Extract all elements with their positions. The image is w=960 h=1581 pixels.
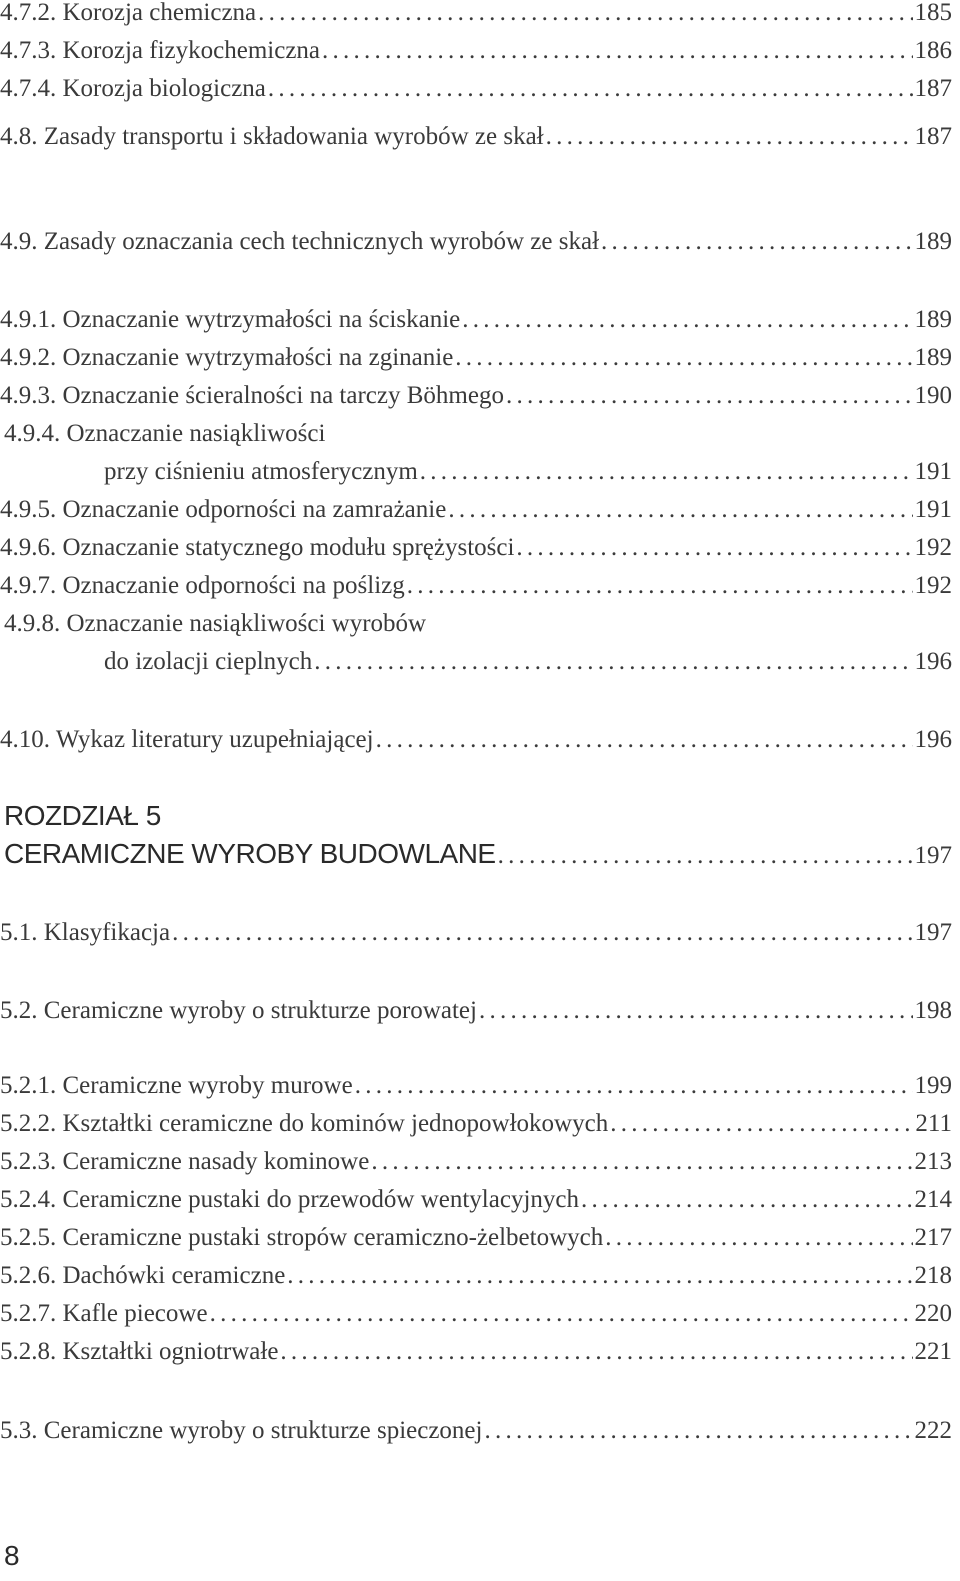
entry-title: Zasady oznaczania cech technicznych wyrobów ze skał xyxy=(43,228,600,255)
entry-title: Korozja biologiczna xyxy=(62,75,266,102)
entry-page: 199 xyxy=(914,1072,952,1099)
leader-dots xyxy=(258,0,912,28)
page-number: 8 xyxy=(4,1540,20,1571)
toc-entry[interactable] xyxy=(0,305,952,335)
entry-number: 4.9.7. xyxy=(0,572,57,599)
entry-number: 4.9.2. xyxy=(0,344,57,371)
leader-dots xyxy=(498,842,913,870)
leader-dots xyxy=(371,1147,912,1177)
entry-page: 211 xyxy=(915,1110,952,1137)
leader-dots xyxy=(479,996,913,1026)
leader-dots xyxy=(601,227,912,257)
leader-dots xyxy=(407,571,913,601)
entry-page: 185 xyxy=(914,0,952,26)
toc-entry[interactable] xyxy=(0,74,952,104)
leader-dots xyxy=(605,1223,912,1253)
entry-number: 5.2.4. xyxy=(0,1186,57,1213)
entry-page: 221 xyxy=(914,1338,952,1365)
leader-dots xyxy=(287,1261,912,1291)
entry-number: 4.9.6. xyxy=(0,534,57,561)
entry-title: Oznaczanie nasiąkliwości wyrobów xyxy=(66,610,427,637)
toc-entry[interactable] xyxy=(0,0,952,28)
entry-page: 189 xyxy=(914,228,952,255)
leader-dots xyxy=(322,36,912,66)
toc-entry[interactable] xyxy=(0,1109,952,1139)
entry-title: Ceramiczne nasady kominowe xyxy=(62,1148,370,1175)
toc-entry[interactable] xyxy=(104,457,952,487)
entry-page: 213 xyxy=(914,1148,952,1175)
entry-page: 192 xyxy=(914,572,952,599)
entry-number: 4.8. xyxy=(0,123,38,150)
entry-title: Wykaz literatury uzupełniającej xyxy=(55,726,374,753)
entry-title: Kształtki ceramiczne do kominów jednopowłokowych xyxy=(62,1110,609,1137)
entry-title: Oznaczanie odporności na zamrażanie xyxy=(62,496,447,523)
toc-entry[interactable] xyxy=(0,495,952,525)
leader-dots xyxy=(462,305,912,335)
leader-dots xyxy=(546,122,913,152)
entry-title: Ceramiczne wyroby o strukturze porowatej xyxy=(43,997,477,1024)
leader-dots xyxy=(268,74,913,104)
leader-dots xyxy=(314,647,912,677)
entry-page: 189 xyxy=(914,306,952,333)
entry-page: 191 xyxy=(914,458,952,485)
entry-number: 5.2.7. xyxy=(0,1300,57,1327)
entry-title: Korozja fizykochemiczna xyxy=(62,37,321,64)
toc-entry[interactable] xyxy=(0,1299,952,1329)
entry-title: Kształtki ogniotrwałe xyxy=(62,1338,279,1365)
toc-entry[interactable] xyxy=(0,343,952,373)
entry-page: 186 xyxy=(914,37,952,64)
toc-entry[interactable] xyxy=(0,918,952,948)
entry-number: 4.7.2. xyxy=(0,0,57,26)
toc-entry[interactable] xyxy=(0,1416,952,1446)
entry-page: 222 xyxy=(914,1417,952,1444)
entry-page: 192 xyxy=(914,534,952,561)
entry-title-continuation: do izolacji cieplnych xyxy=(104,648,313,675)
toc-entry-first-line[interactable] xyxy=(4,419,325,449)
entry-title: Oznaczanie statycznego modułu sprężystości xyxy=(62,534,515,561)
entry-page: 197 xyxy=(914,919,952,946)
chapter-title: CERAMICZNE WYROBY BUDOWLANE xyxy=(4,838,496,869)
leader-dots xyxy=(448,495,912,525)
entry-number: 5.2.5. xyxy=(0,1224,57,1251)
toc-entry[interactable] xyxy=(0,381,952,411)
chapter-page: 197 xyxy=(914,842,952,869)
entry-title: Oznaczanie wytrzymałości na zginanie xyxy=(62,344,454,371)
toc-entry[interactable] xyxy=(0,1337,952,1367)
entry-number: 5.3. xyxy=(0,1417,38,1444)
leader-dots xyxy=(172,918,912,948)
entry-page: 196 xyxy=(914,726,952,753)
leader-dots xyxy=(610,1109,913,1139)
entry-title: Dachówki ceramiczne xyxy=(62,1262,286,1289)
entry-page: 187 xyxy=(914,123,952,150)
entry-title: Ceramiczne pustaki stropów ceramiczno-żelbetowych xyxy=(62,1224,604,1251)
entry-page: 198 xyxy=(914,997,952,1024)
entry-page: 218 xyxy=(914,1262,952,1289)
entry-number: 5.1. xyxy=(0,919,38,946)
entry-title: Oznaczanie nasiąkliwości xyxy=(66,420,326,447)
toc-entry[interactable] xyxy=(0,1223,952,1253)
entry-title: Oznaczanie ścieralności na tarczy Böhmego xyxy=(62,382,504,409)
entry-number: 5.2.6. xyxy=(0,1262,57,1289)
toc-entry[interactable] xyxy=(0,1185,952,1215)
entry-page: 196 xyxy=(914,648,952,675)
entry-page: 189 xyxy=(914,344,952,371)
toc-entry[interactable] xyxy=(0,533,952,563)
leader-dots xyxy=(355,1071,913,1101)
entry-number: 4.7.4. xyxy=(0,75,57,102)
leader-dots xyxy=(506,381,913,411)
entry-title: Korozja chemiczna xyxy=(62,0,257,26)
entry-title: Oznaczanie wytrzymałości na ściskanie xyxy=(62,306,461,333)
entry-number: 5.2.2. xyxy=(0,1110,57,1137)
toc-entry[interactable] xyxy=(0,1147,952,1177)
entry-number: 5.2. xyxy=(0,997,38,1024)
leader-dots xyxy=(420,457,913,487)
toc-entry[interactable] xyxy=(0,996,952,1026)
toc-entry[interactable] xyxy=(0,122,952,152)
toc-entry[interactable] xyxy=(0,36,952,66)
leader-dots xyxy=(376,725,913,755)
entry-title: Zasady transportu i składowania wyrobów ze skał xyxy=(43,123,544,150)
toc-entry[interactable] xyxy=(0,227,952,257)
leader-dots xyxy=(516,533,912,563)
entry-page: 191 xyxy=(914,496,952,523)
entry-number: 4.9.3. xyxy=(0,382,57,409)
entry-title: Ceramiczne pustaki do przewodów wentylacyjnych xyxy=(62,1186,579,1213)
leader-dots xyxy=(210,1299,913,1329)
entry-number: 5.2.3. xyxy=(0,1148,57,1175)
entry-number: 4.9.4. xyxy=(4,420,61,447)
entry-number: 4.10. xyxy=(0,726,50,753)
entry-title: Ceramiczne wyroby o strukturze spieczonej xyxy=(43,1417,483,1444)
entry-number: 4.9.8. xyxy=(4,610,61,637)
leader-dots xyxy=(484,1416,912,1446)
leader-dots xyxy=(280,1337,912,1367)
entry-title: Kafle piecowe xyxy=(62,1300,208,1327)
toc-entry[interactable] xyxy=(0,1261,952,1291)
entry-number: 4.9.1. xyxy=(0,306,57,333)
entry-page: 187 xyxy=(914,75,952,102)
entry-number: 4.9. xyxy=(0,228,38,255)
entry-title-continuation: przy ciśnieniu atmosferycznym xyxy=(104,458,418,485)
toc-entry[interactable] xyxy=(0,571,952,601)
entry-page: 214 xyxy=(914,1186,952,1213)
leader-dots xyxy=(455,343,912,373)
toc-entry[interactable] xyxy=(0,725,952,755)
entry-page: 190 xyxy=(914,382,952,409)
toc-entry[interactable] xyxy=(104,647,952,677)
entry-page: 220 xyxy=(914,1300,952,1327)
entry-number: 5.2.1. xyxy=(0,1072,57,1099)
entry-title: Klasyfikacja xyxy=(43,919,171,946)
leader-dots xyxy=(581,1185,913,1215)
entry-number: 4.9.5. xyxy=(0,496,57,523)
entry-title: Ceramiczne wyroby murowe xyxy=(62,1072,353,1099)
entry-number: 5.2.8. xyxy=(0,1338,57,1365)
chapter-entry[interactable] xyxy=(4,838,952,870)
toc-entry-first-line[interactable] xyxy=(4,609,426,639)
chapter-label: ROZDZIAŁ 5 xyxy=(4,800,161,831)
entry-title: Oznaczanie odporności na poślizg xyxy=(62,572,405,599)
entry-number: 4.7.3. xyxy=(0,37,57,64)
entry-page: 217 xyxy=(914,1224,952,1251)
toc-entry[interactable] xyxy=(0,1071,952,1101)
